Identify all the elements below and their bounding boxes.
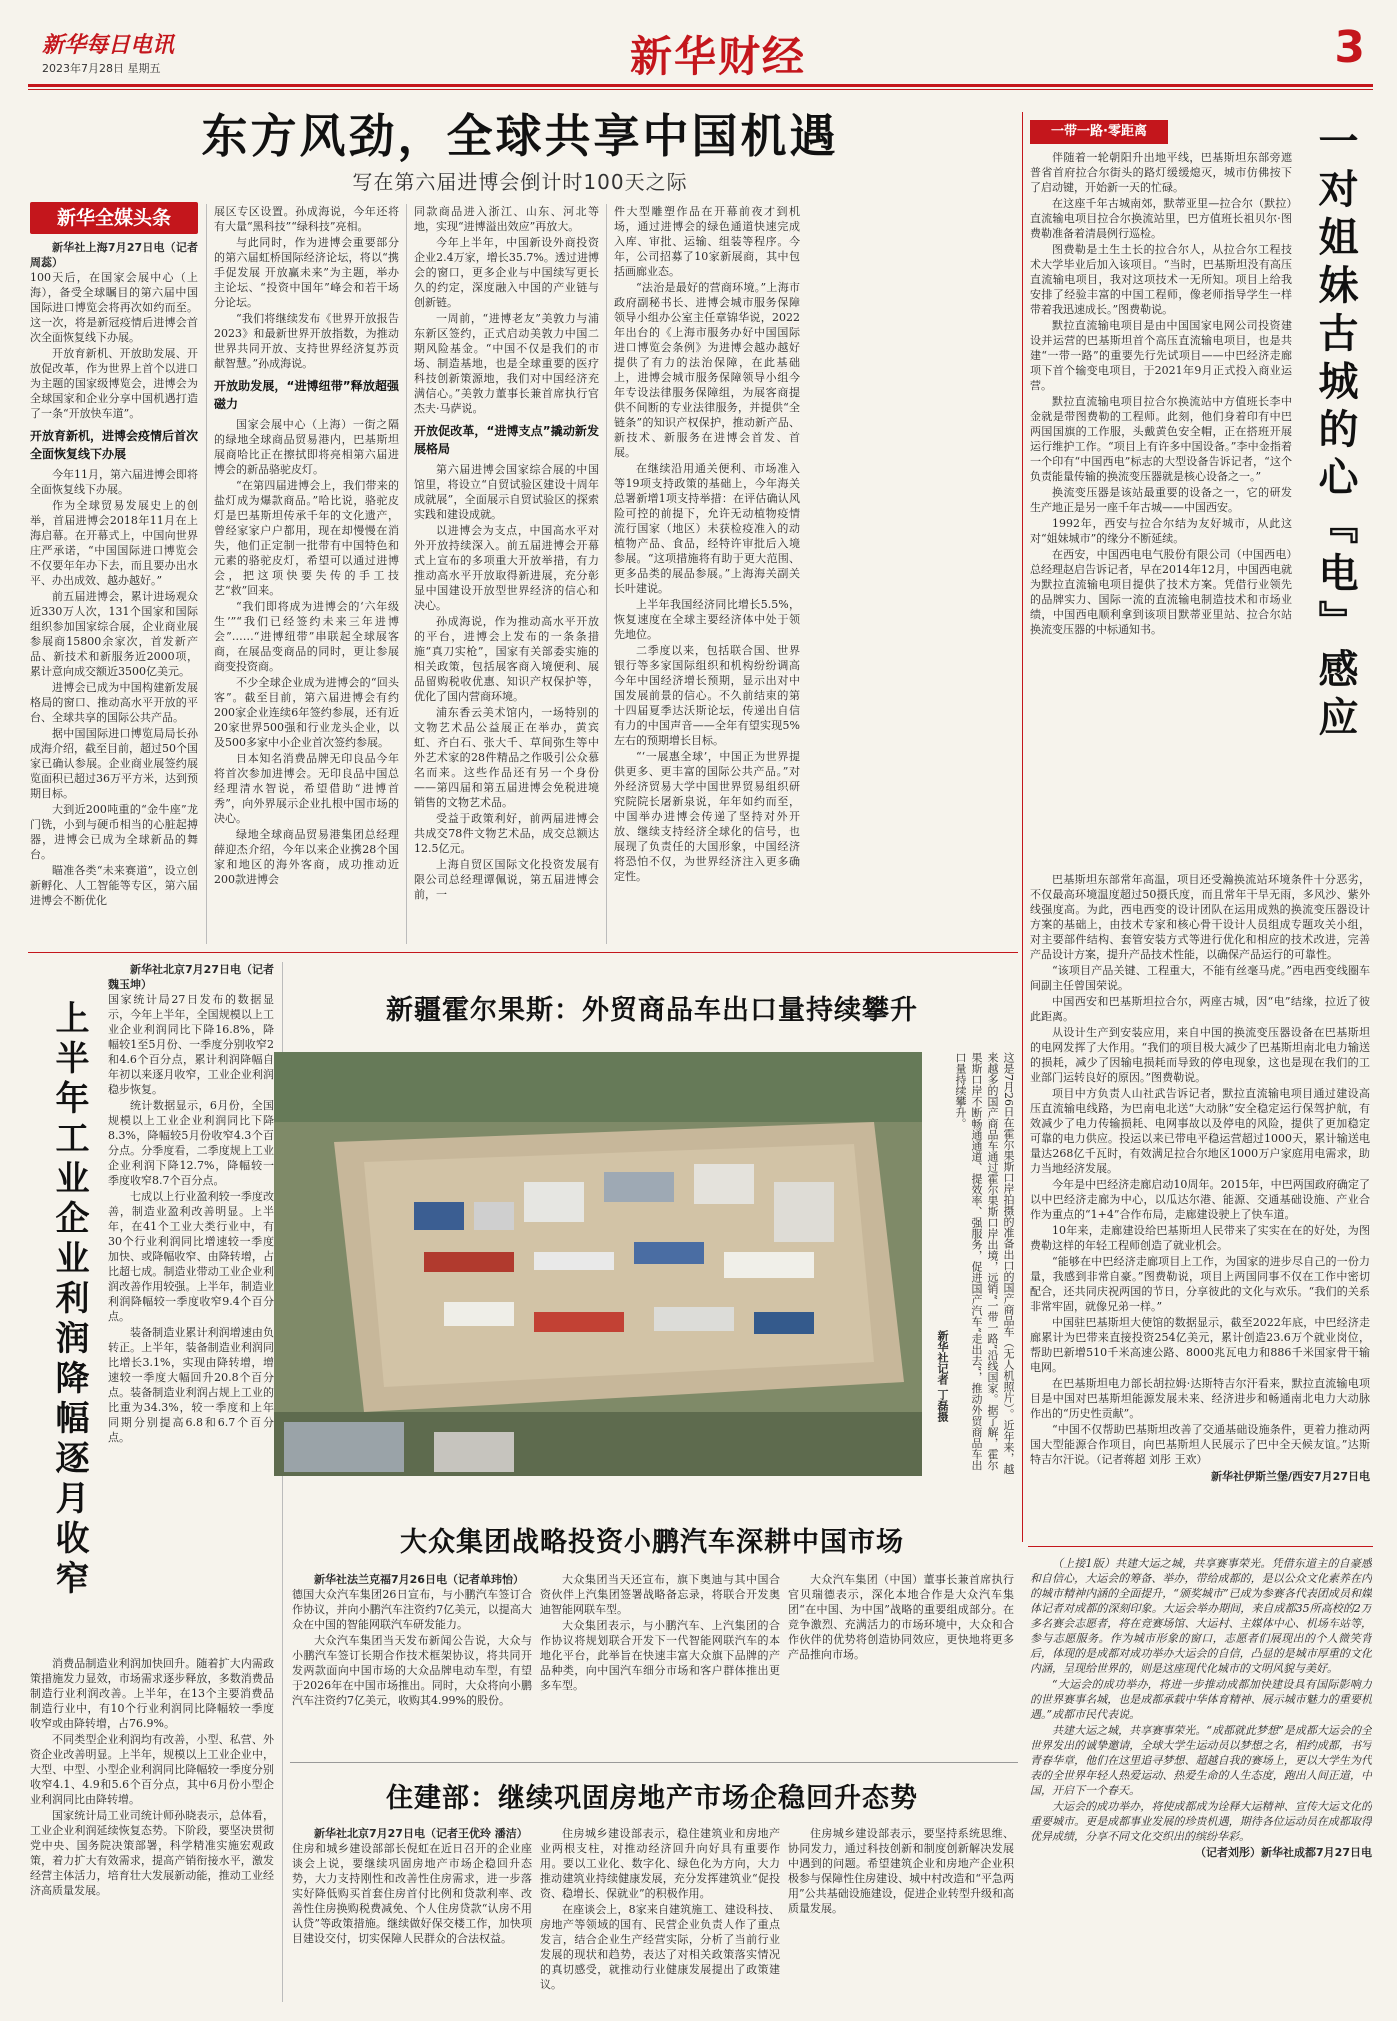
lead-paragraph: 国家会展中心（上海）一街之隔的绿地全球商品贸易港内，巴基斯坦展商哈比正在擦拭即将亮相第六届进博会的新品骆驼皮灯。 — [214, 418, 399, 476]
housing-dateline: 新华社北京7月27日电（记者王优玲 潘洁） — [314, 1827, 528, 1840]
sister-paragraph: 在这座千年古城南郊，默蒂亚里—拉合尔（默拉）直流输电项目拉合尔换流站里，巴方值班长祖贝尔·图费勒准备着清晨例行巡检。 — [1030, 197, 1292, 240]
sister-paragraph: “该项目产品关键、工程重大，不能有丝毫马虎。”西电西变线圈车间副主任曾国荣说。 — [1030, 964, 1370, 992]
lead-paragraph: 今年上半年，中国新设外商投资企业2.4万家，增长35.7%。透过进博会的窗口，更多企业与中国续写更长久的约定，深度融入中国的产业链与创新链。 — [414, 236, 599, 309]
lead-paragraph: 据中国国际进口博览局局长孙成海介绍，截至目前，超过50个国家已确认参展。企业商业展签约展览面积已超过36万平方米，达到预期目标。 — [30, 727, 198, 800]
vw-title: 大众集团战略投资小鹏汽车深耕中国市场 — [400, 1527, 904, 1558]
housing-paragraph: 住房城乡建设部表示，要坚持系统思维、协同发力，通过科技创新和制度创新解决发展中遇到的问题。希望建筑企业和房地产企业积极参与保障性住房建设、城中村改造和“平急两用”公共基础设施建设，促进企业转型升级和高质量发展。 — [788, 1827, 1014, 1915]
vw-column-2 — [540, 1572, 780, 1758]
lead-paragraph: 件大型雕塑作品在开幕前夜才到机场，通过进博会的绿色通道快速完成入库、审批、运输、组装等程序。今年，公司招募了10家新展商，其中包括画廊业态。 — [614, 205, 800, 278]
vw-paragraph: 大众汽车集团当天发布新闻公告说，大众与小鹏汽车签订长期合作技术框架协议，将共同开发两款面向中国市场的大众品牌电动车型，有望于2026年在中国市场推出。同时，大众将向小鹏汽车注资约7亿美元，收购其4.99%的股份。 — [292, 1634, 532, 1707]
lead-paragraph: 今年11月，第六届进博会即将全面恢复线下办展。 — [30, 468, 198, 496]
lead-subheading: 开放育新机，进博会疫情后首次全面恢复线下办展 — [30, 429, 198, 461]
vw-paragraph: 大众集团当天还宣布，旗下奥迪与其中国合资伙伴上汽集团签署战略备忘录，将联合开发奥迪智能网联车型。 — [540, 1573, 780, 1616]
lead-paragraph: 绿地全球商品贸易港集团总经理薛迎杰介绍，今年以来企业携28个国家和地区的海外客商，成功推动近200款进博会 — [214, 828, 399, 886]
sister-paragraph: 在巴基斯坦电力部长胡拉姆·达斯特吉尔汗看来，默拉直流输电项目是中国对巴基斯坦能源发展未来、经济进步和畅通南北电力大动脉作出的“历史性贡献”。 — [1030, 1377, 1370, 1420]
belt-road-tag-label: 一带一路·零距离 — [1051, 124, 1147, 139]
port-aerial-photo — [274, 1052, 922, 1476]
lead-subheading: 开放助发展，“进博纽带”释放超强磁力 — [214, 379, 399, 411]
sister-sign: 新华社伊斯兰堡/西安7月27日电 — [1211, 1470, 1370, 1483]
lead-paragraph: 孙成海说，作为推动高水平开放的平台，进博会上发布的一条条措施“真刀实枪”，国家有关部委实施的相关政策，包括展客商入境便利、展品留购税收优惠、知识产权保护等，优化了国内营商环境。 — [414, 615, 599, 703]
lead-subheading: 开放促改革，“进博支点”撬动新发展格局 — [414, 424, 599, 456]
lead-column-4 — [614, 204, 800, 944]
lead-paragraph: “‘一展惠全球’，中国正为世界提供更多、更丰富的国际公共产品。”对外经济贸易大学中国世界贸易组织研究院院长屠新泉说，年年如约而至，中国举办进博会传递了坚持对外开放、继续支持经济全球化的信号，也展现了负责任的大国形象，中国经济将恐怕不仅，为世界经济注入更多确定性。 — [614, 750, 800, 883]
lead-paragraph: 受益于政策利好，前两届进博会共成交78件文物艺术品，成交总额达12.5亿元。 — [414, 812, 599, 855]
sister-paragraph: 图费勒是土生土长的拉合尔人，从拉合尔工程技术大学毕业后加入该项目。“当时，巴基斯坦没有高压直流输电项目，我对这项技术一无所知。项目上给我安排了经验丰富的中国工程师，像老师指导学生一样带着我迅速成长。”图费勒说。 — [1030, 243, 1292, 316]
vw-dateline: 新华社法兰克福7月26日电（记者单玮怡） — [314, 1573, 524, 1586]
lead-paragraph: 100天后，在国家会展中心（上海），备受全球瞩目的第六届中国国际进口博览会将再次如约而至。这一次，将是新冠疫情后进博会首次全面恢复线下办展。 — [30, 271, 198, 344]
lead-paragraph: 与此同时，作为进博会重要部分的第六届虹桥国际经济论坛，将以“携手促发展 开放赢未来”为主题，举办主论坛、“投资中国年”峰会和若干场分论坛。 — [214, 236, 399, 309]
lead-subhead: 写在第六届进博会倒计时100天之际 — [352, 170, 688, 194]
column-divider — [206, 204, 207, 944]
lead-paragraph: 上海自贸区国际文化投资发展有限公司总经理谭佩说，第五届进博会前，一 — [414, 858, 599, 901]
lead-paragraph: 不少全球企业成为进博会的“回头客”。截至目前，第六届进博会有约200家企业连续6年签约参展，还有近20家世界500强和行业龙头企业，以及500多家中小企业首次签约参展。 — [214, 676, 399, 749]
industry-paragraph: 统计数据显示，6月份，全国规模以上工业企业利润同比下降8.3%，降幅较5月份收窄4.3个百分点。分季度看，二季度规上工业企业利润下降12.7%，降幅较一季度收窄8.7个百分点。 — [108, 1099, 274, 1187]
chengdu-text — [1030, 1556, 1372, 2004]
lead-paragraph: 第六届进博会国家综合展的中国馆里，将设立“自贸试验区建设十周年成就展”，全面展示自贸试验区的探索实践和建设成就。 — [414, 463, 599, 521]
industry-text-upper — [108, 962, 274, 1652]
chengdu-paragraph: 大运会的成功举办，将使成都成为诠释大运精神、宣传大运文化的重要城市。更是成都事业发展的珍贵机遇，期待各位运动员在成都取得优异成绩，分享不同文化交织出的缤纷华彩。 — [1030, 1800, 1372, 1843]
lead-headline: 东方风劲，全球共享中国机遇 — [201, 109, 839, 163]
housing-title: 住建部：继续巩固房地产市场企稳回升态势 — [386, 1783, 918, 1814]
industry-paragraph: 国家统计局工业司统计师孙晓表示，总体看，工业企业利润延续恢复态势。下阶段，要坚决贯彻党中央、国务院决策部署，科学精准实施宏观政策，着力扩大有效需求，提高产销衔接水平，激发经营主体活力，培育壮大发展新动能，推动工业经济高质量发展。 — [30, 1809, 274, 1897]
sister-paragraph: 今年是中巴经济走廊启动10周年。2015年，中巴两国政府确定了以中巴经济走廊为中心，以瓜达尔港、能源、交通基础设施、产业合作为重点的“1+4”合作布局，走廊建设驶上了快车道。 — [1030, 1178, 1370, 1221]
sister-paragraph: 巴基斯坦东部常年高温，项目还受瀚换流站环境条件十分恶劣，不仅最高环境温度超过50摄氏度，而且常年干旱无雨，多风沙、紫外线强度高。为此，西电西变的设计团队在运用成熟的换流变压器设计方案的基础上，由技术专家和核心骨干设计人员组成专题攻关小组，对主要部件结构、套管安装方式等进行优化和相应的技术改进，完善产品设计方案，提升产品技术性能，以确保产品运行的可靠性。 — [1030, 873, 1370, 961]
lead-paragraph: 浦东香云美术馆内，一场特别的文物艺术品公益展正在举办，黄宾虹、齐白石、张大千、草间弥生等中外艺术家的28件精品之作吸引公众慕名而来。这些作品还有另一个身份——第四届和第五届进博会免税进境销售的文物艺术品。 — [414, 706, 599, 809]
lead-column-2 — [214, 204, 399, 944]
sister-text-top — [1030, 150, 1292, 868]
masthead-rule — [28, 84, 1373, 87]
lead-paragraph: 同款商品进入浙江、山东、河北等地，实现“进博溢出效应”再放大。 — [414, 205, 599, 233]
industry-text-lower — [30, 1656, 274, 2001]
photo-caption-text: 这是7月26日在霍尔果斯口岸拍摄的准备出口的国产商品车（无人机照片）。近年来，越来越多的国产商品车通过霍尔果斯口岸出境，远销“一带一路”沿线国家。据了解，霍尔果斯口岸不断畅通通道、提效率、强服务，促进国产汽车“走出去”，推动外贸商品车出口量持续攀升。 — [954, 1052, 1015, 1475]
lead-dateline: 新华社上海7月27日电（记者周蕊） — [30, 241, 198, 269]
housing-column-1 — [292, 1826, 532, 2004]
lead-paragraph: 上半年我国经济同比增长5.5%，恢复速度在全球主要经济体中处于领先地位。 — [614, 598, 800, 641]
column-divider — [606, 204, 607, 944]
lead-paragraph: 前五届进博会，累计进场观众近330万人次，131个国家和国际组织参加国家综合展，企业商业展参展商15800余家次，首发新产品、新技术和新服务近2000项，累计意向成交额近3500亿美元。 — [30, 590, 198, 678]
section-rule — [1028, 1546, 1373, 1547]
chengdu-paragraph: “大运会的成功举办，将进一步推动成都加快建设具有国际影响力的世界赛事名城，也是成都承载中华体育精神、展示城市魅力的重要机遇。”成都市民代表说。 — [1030, 1678, 1372, 1721]
lead-paragraph: “法治是最好的营商环境。”上海市政府副秘书长、进博会城市服务保障领导小组办公室主任章锦华说，2022年出台的《上海市服务办好中国国际进口博览会条例》为进博会越办越好提供了有力的法治保障，在此基础上，进博会城市服务保障领导小组今年专设法律服务保障组，为展客商提供不间断的专业法律服务，并提供“全链条”的知识产权保护，推动新产品、新技术、新服务在进博会首发、首展。 — [614, 281, 800, 459]
industry-paragraph: 七成以上行业盈利较一季度改善，制造业盈利改善明显。上半年，在41个工业大类行业中，有30个行业利润同比增速较一季度加快、或降幅收窄、由降转增，占比超七成。制造业带动工业企业利润改善作用较强。上半年，制造业利润降幅较一季度收窄9.4个百分点。 — [108, 1190, 274, 1323]
industry-dateline: 新华社北京7月27日电（记者魏玉坤） — [108, 963, 274, 991]
sister-paragraph: 10年来，走廊建设给巴基斯坦人民带来了实实在在的好处，为图费勒这样的年轻工程师创造了就业机会。 — [1030, 1224, 1370, 1252]
vw-column-3 — [788, 1572, 1014, 1758]
vw-paragraph: 德国大众汽车集团26日宣布，与小鹏汽车签订合作协议，并向小鹏汽车注资约7亿美元，以提高大众在中国的智能网联汽车研发能力。 — [292, 1588, 532, 1631]
lead-paragraph: 开放育新机、开放助发展、开放促改革，作为世界上首个以进口为主题的国家级博览会，进博会为全球国家和企业分享中国机遇打造了一条“开放快车道”。 — [30, 347, 198, 420]
chengdu-sign: （记者刘彤）新华社成都7月27日电 — [1195, 1846, 1372, 1859]
lead-paragraph: 日本知名消费品牌无印良品今年将首次参加进博会。无印良品中国总经理清水智说，希望借助“进博首秀”，向外界展示企业扎根中国市场的决心。 — [214, 752, 399, 825]
housing-paragraph: 在座谈会上，8家来自建筑施工、建设科技、房地产等领域的国有、民营企业负责人作了重点发言，结合企业生产经营实际，分析了当前行业发展的现状和趋势，表达了对相关政策落实情况的真切感受，就推动行业健康发展提出了政策建议。 — [540, 1903, 780, 1991]
sister-paragraph: 默拉直流输电项目拉合尔换流站中方值班长李中金就是带图费勒的工程师。此刻，他们身着印有中巴两国国旗的工作服，头戴黄色安全帽，正在搭班开展运行维护工作。“项目上有许多中国设备。”李中金指着一个印有“中国西电”标志的大型设备告诉记者，“这个负责能量传输的换流变压器就是核心设备之一。” — [1030, 395, 1292, 483]
lead-paragraph: 在继续沿用通关便利、市场准入等19项支持政策的基础上，今年海关总署新增1项支持举措：在评估确认风险可控的前提下，允许无动植物疫情流行国家（地区）未获检疫准入的动植物产品、食品，经特许审批后入境参展。“这项措施将有助于更大范围、更多品类的展品参展。”上海海关副关长叶建说。 — [614, 462, 800, 595]
photo-story-title: 新疆霍尔果斯：外贸商品车出口量持续攀升 — [386, 995, 918, 1026]
port-aerial-photo-image — [274, 1052, 922, 1476]
industry-paragraph: 消费品制造业利润加快回升。随着扩大内需政策措施发力显效，市场需求逐步释放，多数消费品制造行业利润改善。上半年，在13个主要消费品制造行业中，有10个行业利润同比降幅较一季度收窄或由降转增，占76.9%。 — [30, 1657, 274, 1730]
vw-paragraph: 大众集团表示，与小鹏汽车、上汽集团的合作协议将规划联合开发下一代智能网联汽车的本地化平台，此举旨在快速丰富大众旗下品牌的产品种类，向中国汽车细分市场和客户群体推出更多车型。 — [540, 1619, 780, 1692]
lead-paragraph: 展区专区设置。孙成海说，今年还将有大量“黑科技”“绿科技”亮相。 — [214, 205, 399, 233]
section-rule — [290, 1762, 1018, 1763]
housing-paragraph: 住房城乡建设部表示，稳住建筑业和房地产业两根支柱，对推动经济回升向好具有重要作用。要以工业化、数字化、绿色化为方向，大力推动建筑业持续健康发展，充分发挥建筑业“促投资、稳增长、保就业”的积极作用。 — [540, 1827, 780, 1900]
lead-paragraph: “我们即将成为进博会的‘六年级生’”“我们已经签约未来三年进博会”……“进博纽带”串联起全球展客商，在展品变商品的同时，更让参展商变投资商。 — [214, 600, 399, 673]
housing-column-2 — [540, 1826, 780, 2004]
industry-paragraph: 不同类型企业利润均有改善，小型、私营、外资企业改善明显。上半年，规模以上工业企业中，大型、中型、小型企业利润同比降幅较一季度分别收窄4.1、4.9和5.6个百分点，其中6月份小型企业利润同比由降转增。 — [30, 1733, 274, 1806]
sister-paragraph: 中国驻巴基斯坦大使馆的数据显示，截至2022年底，中巴经济走廊累计为巴带来直接投资254亿美元，累计创造23.6万个就业岗位，帮助巴新增510千米高速公路、8000兆瓦电力和886千米国家骨干输电网。 — [1030, 1316, 1370, 1374]
lead-paragraph: 以进博会为支点，中国高水平对外开放持续深入。前五届进博会开幕式上宣布的多项重大开放举措，有力推动高水平开放取得新进展，充分彰显中国建设开放型世界经济的信心和决心。 — [414, 524, 599, 612]
lead-paragraph: 一周前，“进博老友”美敦力与浦东新区签约，正式启动美敦力中国二期风险基金。“中国不仅是我们的市场、制造基地，也是全球重要的医疗科技创新策源地，我们对中国经济充满信心。”美敦力董事长兼首席执行官杰夫·马萨说。 — [414, 312, 599, 415]
sister-text-bottom — [1030, 872, 1370, 1544]
housing-column-3 — [788, 1826, 1014, 2004]
lead-paragraph: “在第四届进博会上，我们带来的盐灯成为爆款商品。”哈比说，骆驼皮灯是巴基斯坦传承千年的文化遗产，曾经家家户户都用，现在却慢慢在消失，他们正定制一批带有中国特色和元素的骆驼皮灯，希望可以通过进博会，把这项快要失传的手工技艺“救”回来。 — [214, 479, 399, 597]
masthead-rule-thin — [28, 89, 1373, 90]
badge-label: 新华全媒头条 — [56, 207, 171, 229]
sister-paragraph: 在西安，中国西电电气股份有限公司（中国西电）总经理赵启告诉记者，早在2014年12月，中国西电就为默拉直流输电项目提供了技术方案。凭借行业领先的品牌实力、国际一流的直流输电制造技术和市场业绩，中国西电顺利拿到该项目默蒂亚里站、拉合尔站换流变压器的中标通知书。 — [1030, 548, 1292, 636]
brand-logo: 新华每日电讯 — [42, 32, 175, 58]
lead-paragraph: 进博会已成为中国构建新发展格局的窗口、推动高水平开放的平台、全球共享的国际公共产品。 — [30, 681, 198, 724]
industry-title: 上半年工业企业利润降幅逐月收窄 — [49, 1000, 89, 1600]
lead-paragraph: 大到近200吨重的“金牛座”龙门铣，小到与硬币相当的心脏起搏器，进博会已成为全球新品的舞台。 — [30, 803, 198, 861]
chengdu-paragraph: （上接1版）共建大运之城，共享赛事荣光。凭借东道主的自豪感和自信心，大运会的筹备、举办，带给成都的，是以公众文化素养在内的城市精神内涵的全面提升，“颁奖城市”已成为参赛各代表团成员和媒体记者对成都的深刻印象。大运会举办期间，来自成都35所高校的2万多名赛会志愿者，将在竞赛场馆、大运村、主媒体中心、机场车站等，参与志愿服务。作为城市形象的窗口，志愿者们展现出的个人微笑背后，体现的是成都对成功举办大运会的自信，凸显的是城市厚重的文化内涵，呈现给世界的，则是这座现代化城市的文明风貌与美好。 — [1030, 1557, 1372, 1675]
vw-paragraph: 大众汽车集团（中国）董事长兼首席执行官贝瑞德表示，深化本地合作是大众汽车集团“在中国、为中国”战略的重要组成部分。在竞争激烈、充满活力的市场环境中，大众和合作伙伴的优势将创造协同效应，更快地将更多产品推向市场。 — [788, 1573, 1014, 1661]
lead-paragraph: 二季度以来，包括联合国、世界银行等多家国际组织和机构纷纷调高今年中国经济增长预期，显示出对中国发展前景的信心。不久前结束的第十四届夏季达沃斯论坛，传递出自信有力的中国声音——全年有望实现5%左右的预期增长目标。 — [614, 644, 800, 747]
issue-date: 2023年7月28日 星期五 — [42, 62, 161, 75]
section-title: 新华财经 — [629, 32, 806, 81]
sister-paragraph: “能够在中巴经济走廊项目上工作，为国家的进步尽自己的一份力量，我感到非常自豪。”图费勒说，项目上两国同事不仅在工作中密切配合，还共同庆祝两国的节日，分享彼此的文化与欢乐。“我们的关系非常牢固，就像兄弟一样。” — [1030, 1255, 1370, 1313]
industry-paragraph: 装备制造业累计利润增速由负转正。上半年，装备制造业利润同比增长3.1%，实现由降转增，增速较一季度大幅回升20.8个百分点。装备制造业利润占规上工业的比重为34.3%，较一季度和上年同期分别提高6.8和6.7个百分点。 — [108, 1326, 274, 1444]
sister-paragraph: 默拉直流输电项目是由中国国家电网公司投资建设并运营的巴基斯坦首个高压直流输电项目，也是共建“一带一路”的重要先行先试项目——中巴经济走廊项下首个输变电项目，于2021年9月正式投入商业运营。 — [1030, 319, 1292, 392]
badge-xinhua-allmedia — [30, 202, 198, 234]
photo-credit-text: 新华社记者 丁磊摄 — [936, 1330, 949, 1422]
lead-column-1 — [30, 240, 198, 950]
column-divider — [406, 204, 407, 944]
belt-road-tag — [1030, 120, 1168, 144]
masthead — [28, 22, 1373, 80]
page-number: 3 — [1334, 22, 1365, 73]
sister-paragraph: 项目中方负责人山社武告诉记者，默拉直流输电项目通过建设高压直流输电线路，为巴南电北送“大动脉”安全稳定运行保驾护航，有效减少了电力传输损耗、电网事故以及停电的风险，提供了更加稳定可靠的电力供应。投运以来已带电平稳运营超过1000天，累计输送电量达268亿千瓦时，有效满足拉合尔地区1000万户家庭用电需求，助力当地经济发展。 — [1030, 1087, 1370, 1175]
sister-paragraph: 从设计生产到安装应用，来自中国的换流变压器设备在巴基斯坦的电网发挥了大作用。“我们的项目极大减少了巴基斯坦南北电力输送的损耗，减少了因输电损耗而导致的停电现象，这也是现在我们的工业部门运转良好的原因。”图费勒说。 — [1030, 1026, 1370, 1084]
industry-paragraph: 国家统计局27日发布的数据显示，今年上半年，全国规模以上工业企业利润同比下降16.8%，降幅较1至5月份、一季度分别收窄2和4.6个百分点，累计利润降幅自年初以来逐月收窄，工业企业利润稳步恢复。 — [108, 993, 274, 1096]
sister-paragraph: 换流变压器是该站最重要的设备之一，它的研发生产地正是另一座千年古城——中国西安。 — [1030, 486, 1292, 514]
sister-paragraph: 中国西安和巴基斯坦拉合尔，两座古城，因“电”结缘，拉近了彼此距离。 — [1030, 995, 1370, 1023]
lead-paragraph: 作为全球贸易发展史上的创举，首届进博会2018年11月在上海启幕。在开幕式上，中国向世界庄严承诺，“中国国际进口博览会不仅要年年办下去，而且要办出水平、办出成效、越办越好。” — [30, 499, 198, 587]
lead-paragraph: “我们将继续发布《世界开放报告2023》和最新世界开放指数，为推动世界共同开放、支持世界经济复苏贡献智慧。”孙成海说。 — [214, 312, 399, 370]
section-rule — [28, 952, 1018, 953]
sister-paragraph: “中国不仅帮助巴基斯坦改善了交通基础设施条件，更着力推动两国大型能源合作项目，向巴基斯坦人民展示了巴中全天候友谊。”达斯特吉尔汗说。（记者蒋超 刘彤 王欢） — [1030, 1423, 1370, 1466]
lead-paragraph: 瞄准各类“未来赛道”，设立创新孵化、人工智能等专区，第六届进博会不断优化 — [30, 864, 198, 907]
sister-title: 一对姐妹古城的心『电』感应 — [1312, 120, 1358, 744]
housing-paragraph: 住房和城乡建设部部长倪虹在近日召开的企业座谈会上说，要继续巩固房地产市场企稳回升态势，大力支持刚性和改善性住房需求，进一步落实好降低购买首套住房首付比例和贷款利率、改善性住房换购税费减免、个人住房贷款“认房不用认贷”等政策措施。继续做好保交楼工作，加快项目建设交付，切实保障人民群众的合法权益。 — [292, 1842, 532, 1945]
sister-paragraph: 1992年，西安与拉合尔结为友好城市，从此这对“姐妹城市”的缘分不断延续。 — [1030, 517, 1292, 545]
vw-column-1 — [292, 1572, 532, 1758]
sister-paragraph: 伴随着一轮朝阳升出地平线，巴基斯坦东部旁遮普省首府拉合尔街头的路灯缓缓熄灭，城市仿佛按下了启动键，开始新一天的忙碌。 — [1030, 151, 1292, 194]
chengdu-paragraph: 共建大运之城，共享赛事荣光。“成都就此梦想”是成都大运会的全世界发出的诚挚邀请，全球大学生运动员以梦想之名，相约成都，书写青春华章，他们在这里追寻梦想、超越自我的赛场上，更以大学生为代表的全世界年轻人热爱运动、热爱生命的人生态度，跑出人间正道，中国，开启下一个春天。 — [1030, 1724, 1372, 1797]
photo-credit — [934, 1330, 950, 1470]
column-divider — [1022, 112, 1023, 1542]
lead-column-3 — [414, 204, 599, 944]
